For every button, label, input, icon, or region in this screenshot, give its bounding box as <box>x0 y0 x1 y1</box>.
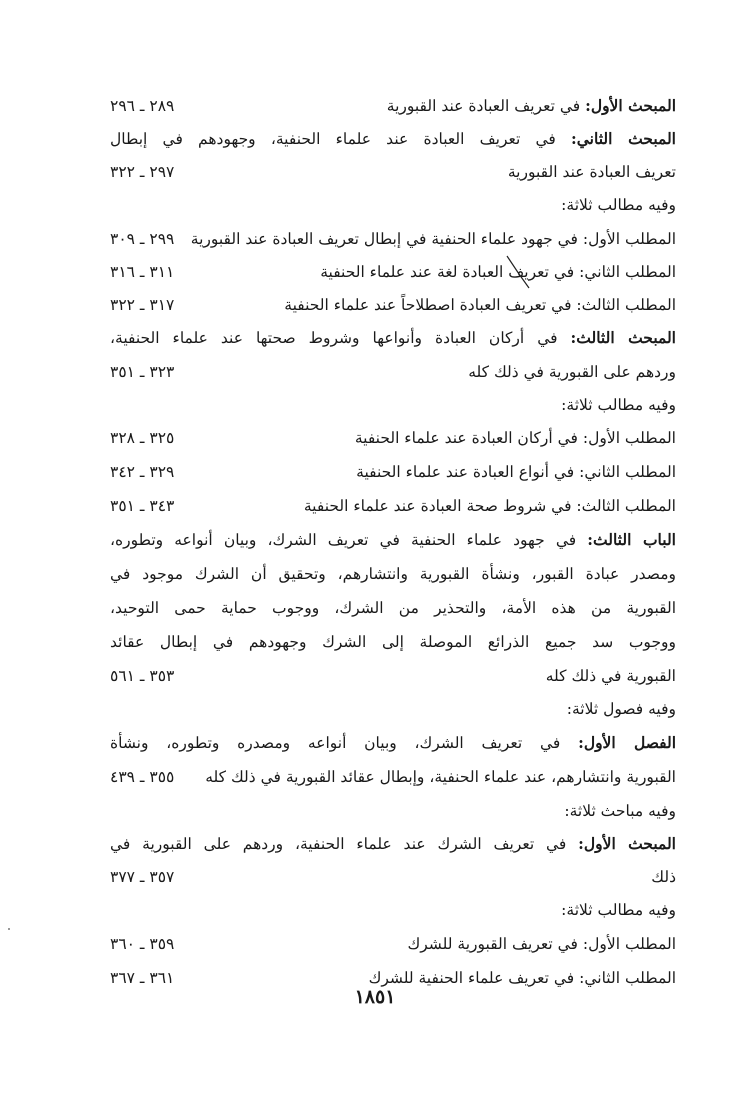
toc-entry-text <box>110 827 676 861</box>
toc-entry-heading: الفصل الأول: <box>578 733 677 752</box>
toc-entry-text <box>191 222 676 256</box>
toc-entry-text <box>110 625 676 659</box>
toc-line <box>110 188 676 222</box>
toc-line <box>110 827 676 861</box>
toc-line <box>110 388 676 422</box>
toc-entry-text <box>110 321 676 355</box>
toc-entry-heading: الباب الثالث: <box>587 530 676 549</box>
toc-entry-title: القبورية وانتشارهم، عند علماء الحنفية، وإبطال عقائد القبورية في ذلك كله <box>205 768 676 786</box>
toc-entry-heading: المبحث الثالث: <box>570 328 676 347</box>
page-number: ١٨٥١ <box>354 986 396 1008</box>
toc-page-range: ٣٥٣ ـ ٥٦١ <box>110 667 175 685</box>
toc-line <box>110 760 676 794</box>
toc-entry-text <box>468 355 676 389</box>
toc-entry-text <box>110 557 676 591</box>
toc-line <box>110 557 676 591</box>
toc-entry-title: ومصدر عبادة القبور، ونشأة القبورية وانتشارهم، وتحقيق أن الشرك موجود في <box>110 565 676 583</box>
toc-entry-text <box>561 893 676 927</box>
toc-line <box>110 794 676 828</box>
toc-page-range: ٣٢٥ ـ ٣٢٨ <box>110 429 175 447</box>
toc-entry-heading: المبحث الثاني: <box>571 129 676 148</box>
toc-entry-title: وفيه مطالب ثلاثة: <box>561 196 676 214</box>
toc-line <box>110 89 676 123</box>
toc-entry-text <box>355 421 676 455</box>
toc-entry-text <box>320 255 676 289</box>
toc-page-range: ٣١١ ـ ٣١٦ <box>110 263 175 281</box>
toc-entry-text <box>407 927 676 961</box>
toc-entry-title: في تعريف العبادة عند القبورية <box>386 97 586 115</box>
toc-entry-title: القبورية من هذه الأمة، والتحذير من الشرك، ووجوب حماية حمى التوحيد، <box>110 599 676 617</box>
toc-line <box>110 893 676 927</box>
toc-entry-title: المطلب الأول: في أركان العبادة عند علماء الحنفية <box>354 429 676 447</box>
toc-entry-title: في تعريف الشرك، وبيان أنواعه ومصدره وتطوره، ونشأة <box>110 734 579 752</box>
toc-entry-title: ذلك <box>651 868 676 886</box>
toc-entry-text <box>546 659 676 693</box>
toc-line <box>110 355 676 389</box>
toc-page-range: ٣٥٧ ـ ٣٧٧ <box>110 868 175 886</box>
toc-page-range: ٢٩٩ ـ ٣٠٩ <box>110 230 175 248</box>
toc-entry-title: المطلب الثاني: في تعريف العبادة لغة عند علماء الحنفية <box>320 263 676 281</box>
toc-line <box>110 625 676 659</box>
toc-entry-text <box>284 288 676 322</box>
toc-entry-title: في أركان العبادة وأنواعها وشروط صحتها عند علماء الحنفية، <box>110 329 571 347</box>
toc-line <box>110 321 676 355</box>
toc-line <box>110 122 676 156</box>
toc-entry-heading: المبحث الأول: <box>578 834 676 853</box>
toc-entry-text <box>110 591 676 625</box>
toc-entry-text <box>564 794 676 828</box>
toc-page-range: ٢٩٧ ـ ٣٢٢ <box>110 163 175 181</box>
toc-page-range: ٢٨٩ ـ ٢٩٦ <box>110 97 175 115</box>
toc-line <box>110 659 676 693</box>
toc-entry-title: المطلب الثاني: في تعريف علماء الحنفية للشرك <box>368 969 676 987</box>
toc-entry-title: وردهم على القبورية في ذلك كله <box>468 363 676 381</box>
toc-entry-title: المطلب الأول: في جهود علماء الحنفية في إبطال تعريف العبادة عند القبورية <box>190 230 676 248</box>
toc-page-range: ٣٢٣ ـ ٣٥١ <box>110 363 175 381</box>
toc-line <box>110 489 676 523</box>
toc-page-range: ٣٥٥ ـ ٤٣٩ <box>110 768 175 786</box>
pen-mark-icon <box>505 254 531 290</box>
toc-page-range: ٣٤٣ ـ ٣٥١ <box>110 497 175 515</box>
toc-entry-title: المطلب الأول: في تعريف القبورية للشرك <box>407 935 676 953</box>
toc-entry-title: وفيه فصول ثلاثة: <box>566 700 676 718</box>
toc-line <box>110 288 676 322</box>
toc-entry-text <box>110 726 676 760</box>
toc-entry-title: وفيه مطالب ثلاثة: <box>561 901 676 919</box>
toc-entry-text <box>110 523 676 557</box>
toc-entry-text <box>561 388 676 422</box>
toc-entry-title: المطلب الثاني: في أنواع العبادة عند علماء الحنفية <box>356 463 676 481</box>
toc-entry-text <box>567 692 676 726</box>
toc-entry-title: في تعريف العبادة عند علماء الحنفية، وجهودهم في إبطال <box>110 130 572 148</box>
toc-line <box>110 692 676 726</box>
toc-entry-title: تعريف العبادة عند القبورية <box>507 163 676 181</box>
toc-line <box>110 255 676 289</box>
toc-page-range: ٣١٧ ـ ٣٢٢ <box>110 296 175 314</box>
toc-line <box>110 523 676 557</box>
toc-entry-title: في تعريف الشرك عند علماء الحنفية، وردهم على القبورية في <box>110 835 579 853</box>
toc-line <box>110 591 676 625</box>
toc-line <box>110 421 676 455</box>
toc-entry-text <box>651 860 676 894</box>
toc-entry-title: وفيه مطالب ثلاثة: <box>561 396 676 414</box>
toc-entry-text <box>304 489 676 523</box>
toc-line <box>110 860 676 894</box>
toc-entry-title: القبورية في ذلك كله <box>545 667 676 685</box>
toc-entry-title: في جهود علماء الحنفية في تعريف الشرك، وبيان أنواعه وتطوره، <box>110 531 588 549</box>
toc-entry-text <box>356 455 676 489</box>
toc-entry-title: المطلب الثالث: في شروط صحة العبادة عند علماء الحنفية <box>303 497 676 515</box>
toc-entry-title: المطلب الثالث: في تعريف العبادة اصطلاحاً عند علماء الحنفية <box>284 296 676 314</box>
toc-page-range: ٣٦١ ـ ٣٦٧ <box>110 969 175 987</box>
toc-line <box>110 455 676 489</box>
margin-speck <box>8 928 10 930</box>
toc-entry-title: ووجوب سد جميع الذرائع الموصلة إلى الشرك وجهودهم في إبطال عقائد <box>110 633 676 651</box>
toc-line <box>110 726 676 760</box>
toc-entry-text <box>110 122 676 156</box>
toc-entry-text <box>508 155 676 189</box>
toc-page-range: ٣٢٩ ـ ٣٤٢ <box>110 463 175 481</box>
toc-line <box>110 927 676 961</box>
toc-entry-title: وفيه مباحث ثلاثة: <box>564 802 676 820</box>
toc-line <box>110 222 676 256</box>
toc-page-range: ٣٥٩ ـ ٣٦٠ <box>110 935 175 953</box>
toc-entry-text <box>561 188 676 222</box>
toc-entry-heading: المبحث الأول: <box>585 96 676 115</box>
toc-entry-text <box>387 89 676 123</box>
toc-entry-text <box>205 760 676 794</box>
toc-line <box>110 155 676 189</box>
